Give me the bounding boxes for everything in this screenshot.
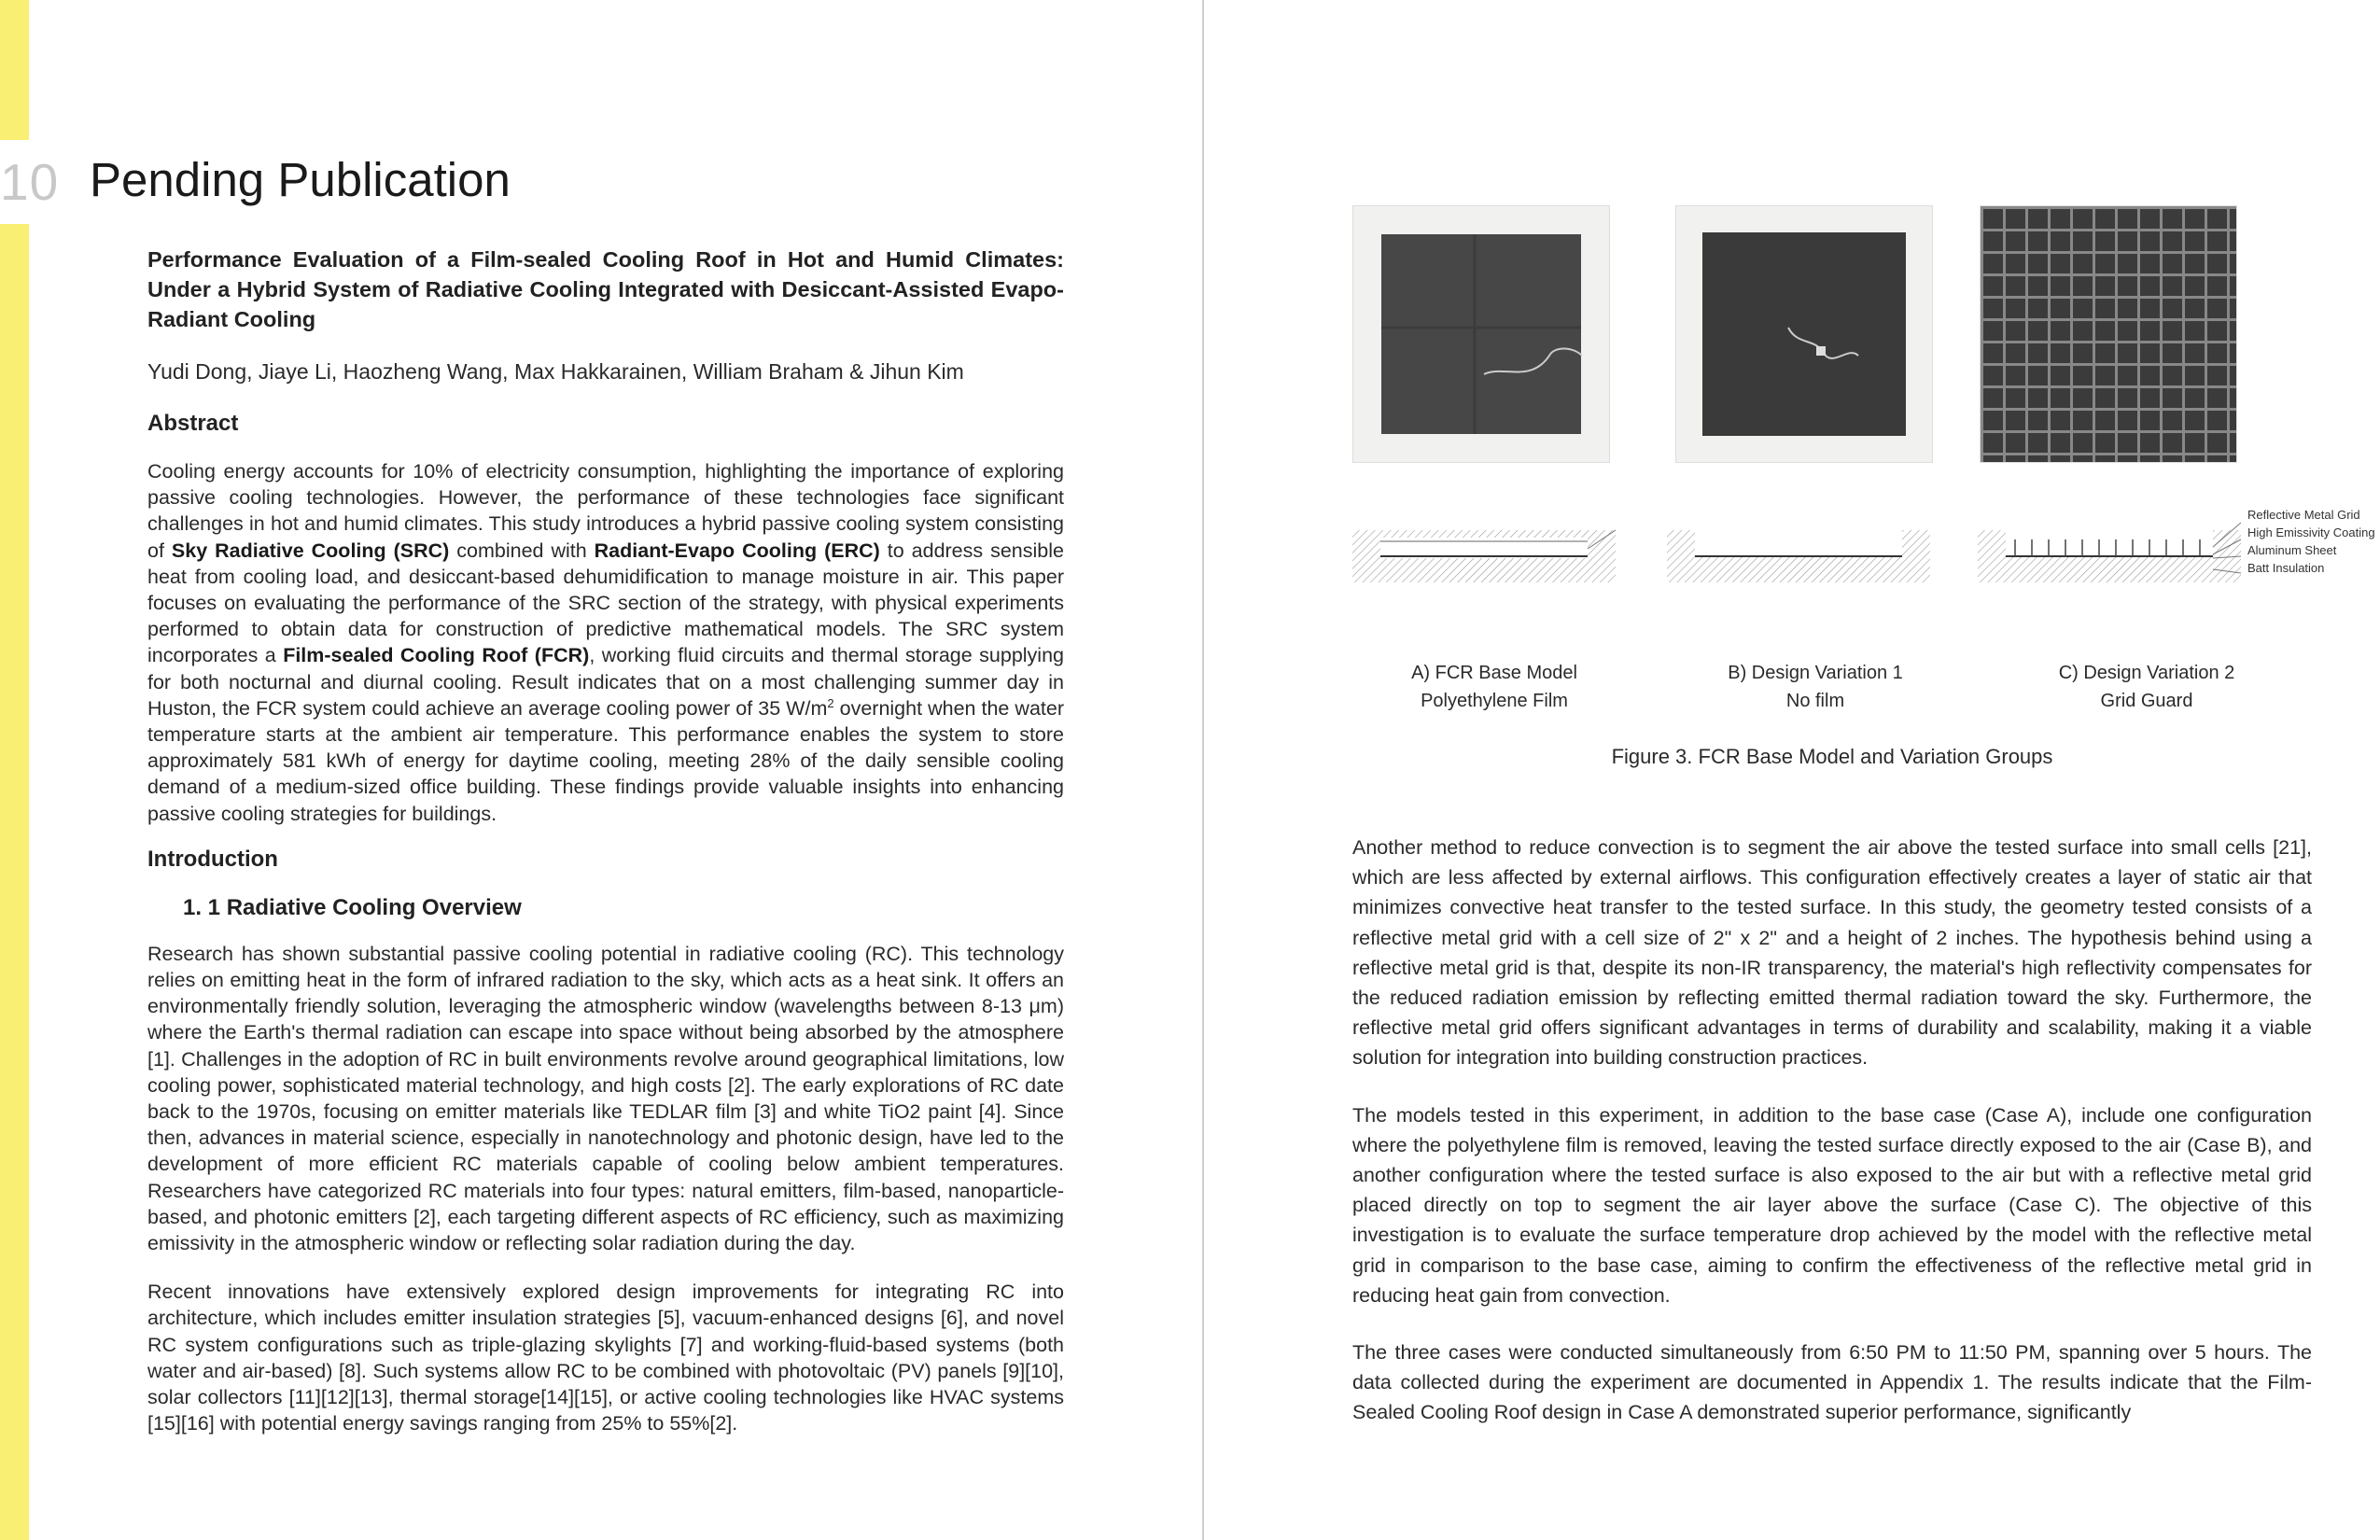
callout-label: High Emissivity Coating <box>2247 525 2375 539</box>
abstract-text: , working fluid circuits and thermal storage supplying for both nocturnal and diurnal cooling. Result indicates that on a most challenging summer day in Huston, the FCR system could achieve an average cooling power of 35 W/m <box>147 644 1064 720</box>
abstract-text: overnight when the water temperature starts at the ambient air temperature. This performance enables the system to store approximately 581 kWh of energy for daytime cooling, meeting 28% of the daily sensible cooling demand of a medium-sized office building. These findings provide valuable insights into enhancing passive cooling strategies for buildings. <box>147 696 1064 825</box>
callout-label: Reflective Metal Grid <box>2247 508 2360 522</box>
intro-paragraph-2: Recent innovations have extensively explored design improvements for integrating RC into architecture, which includes emitter insulation strategies [5], vacuum-enhanced designs [6], and novel RC system configurations such as triple-glazing skylights [7] and working-fluid-based systems (both water and air-based) [8]. Such systems allow RC to be combined with photovoltaic (PV) panels [9][10], solar collectors [11][12][13], thermal storage[14][15], or active cooling technologies like HVAC systems [15][16] with potential energy savings ranging from 25% to 55%[2]. <box>147 1281 1064 1435</box>
right-page-column <box>1352 833 2312 1428</box>
right-paragraph-1: Another method to reduce convection is to segment the air above the tested surface into small cells [21], which are less affected by external airflows. This configuration effectively creates a layer of static air that minimizes convective heat transfer to the tested surface. In this study, the geometry tested consists of a reflective metal grid with a cell size of 2" x 2" and a height of 2 inches. The hypothesis behind using a reflective metal grid is that, despite its non-IR transparency, the material's high reflectivity compensates for the reduced radiation emission by reflecting emitted thermal radiation toward the sky. Furthermore, the reflective metal grid offers significant advantages in terms of durability and scalability, making it a viable solution for integration into building construction practices. <box>1352 836 2312 1070</box>
yellow-margin-bar <box>0 0 29 1540</box>
abstract-bold-term: Sky Radiative Cooling (SRC) <box>171 539 450 562</box>
abstract-body <box>147 458 1064 827</box>
page-gutter <box>1202 0 1204 1540</box>
photo-fcr-base-model <box>1352 205 1610 463</box>
section-drawing-a <box>1352 521 1616 582</box>
abstract-text: to address sensible heat from cooling load, and desiccant-based dehumidification to manage moisture in air. This paper focuses on evaluating the performance of the SRC section of the strategy, with physical experiments performed to obtain data for construction of predictive mathematical models. The SRC system incorporates a <box>147 539 1064 667</box>
abstract-bold-term: Film-sealed Cooling Roof (FCR) <box>283 644 590 667</box>
figure-caption: Figure 3. FCR Base Model and Variation Groups <box>1611 745 2053 768</box>
abstract-text: combined with <box>449 539 595 562</box>
right-paragraph-3: The three cases were conducted simultaneously from 6:50 PM to 11:50 PM, spanning over 5 hours. The data collected during the experiment are documented in Appendix 1. The results indicate that the Film-Sealed Cooling Roof design in Case A demonstrated superior performance, significantly <box>1352 1341 2312 1424</box>
panel-label: C) Design Variation 2 <box>2058 663 2235 683</box>
panel-sublabel: Grid Guard <box>2100 691 2193 711</box>
superscript: 2 <box>827 695 834 710</box>
section-callouts <box>2247 506 2375 577</box>
reflective-grid-texture <box>1981 206 2236 462</box>
chapter-number: 10 <box>0 153 60 211</box>
chapter-title: Pending Publication <box>90 153 511 206</box>
panel-caption-a <box>1373 659 1616 715</box>
paper-authors: Yudi Dong, Jiaye Li, Haozheng Wang, Max Hakkarainen, William Braham & Jihun Kim <box>147 359 964 384</box>
abstract-text: Cooling energy accounts for 10% of electricity consumption, highlighting the importance of exploring passive cooling technologies. However, the performance of these technologies face significant challenges in hot and humid climates. This study introduces a hybrid passive cooling system consisting of <box>147 460 1064 562</box>
introduction-heading: Introduction <box>147 846 278 872</box>
section-drawing-c <box>1978 521 2241 582</box>
intro-paragraph-1: Research has shown substantial passive cooling potential in radiative cooling (RC). This technology relies on emitting heat in the form of infrared radiation to the sky, which acts as a heat sink. It offers an environmentally friendly solution, leveraging the atmospheric window (wavelengths between 8-13 μm) where the Earth's thermal radiation can escape into space without being absorbed by the atmosphere [1]. Challenges in the adoption of RC in built environments revolve around geographical limitations, low cooling power, sophisticated material technology, and high costs [2]. The early explorations of RC date back to the 1970s, focusing on emitter materials like TEDLAR film [3] and white TiO2 paint [4]. Since then, advances in material science, especially in nanotechnology and photonic design, have led to the development of more efficient RC materials capable of cooling below ambient temperatures. Researchers have categorized RC materials into four types: natural emitters, film-based, nanoparticle-based, and photonic emitters [2], each targeting different aspects of RC efficiency, such as maximizing emissivity in the atmospheric window or reflecting solar radiation during the day. <box>147 942 1064 1255</box>
left-page-column <box>147 245 1064 1437</box>
photo-design-variation-2 <box>1980 205 2237 463</box>
callout-label: Batt Insulation <box>2247 561 2325 575</box>
panel-caption-c <box>2025 659 2268 715</box>
abstract-bold-term: Radiant-Evapo Cooling (ERC) <box>594 539 880 562</box>
panel-caption-b <box>1694 659 1937 715</box>
callout-label: Aluminum Sheet <box>2247 543 2337 557</box>
photo-design-variation-1 <box>1675 205 1933 463</box>
photo-wire <box>1676 206 1932 462</box>
panel-sublabel: Polyethylene Film <box>1421 691 1568 711</box>
right-paragraph-2: The models tested in this experiment, in addition to the base case (Case A), include one configuration where the polyethylene film is removed, leaving the tested surface directly exposed to the air (Case B), and another configuration where the tested surface is also exposed to the air but with a reflective metal grid placed directly on top to segment the air layer above the surface (Case C). The objective of this investigation is to evaluate the surface temperature drop achieved by the model with the reflective metal grid in comparison to the base case, aiming to confirm the effectiveness of the reflective metal grid in reducing heat gain from convection. <box>1352 1103 2312 1307</box>
photo-wire <box>1353 206 1609 462</box>
section-drawing-b <box>1667 521 1930 582</box>
panel-sublabel: No film <box>1785 691 1845 711</box>
panel-label: B) Design Variation 1 <box>1728 663 1903 683</box>
paper-title: Performance Evaluation of a Film-sealed Cooling Roof in Hot and Humid Climates: Under a Hybrid System of Radiative Cooling Integrated with Desiccant-Assisted Evapo-Radiant Cooling <box>147 247 1064 331</box>
abstract-heading: Abstract <box>147 411 239 436</box>
subsection-heading: 1. 1 Radiative Cooling Overview <box>183 894 522 920</box>
panel-label: A) FCR Base Model <box>1411 663 1577 683</box>
